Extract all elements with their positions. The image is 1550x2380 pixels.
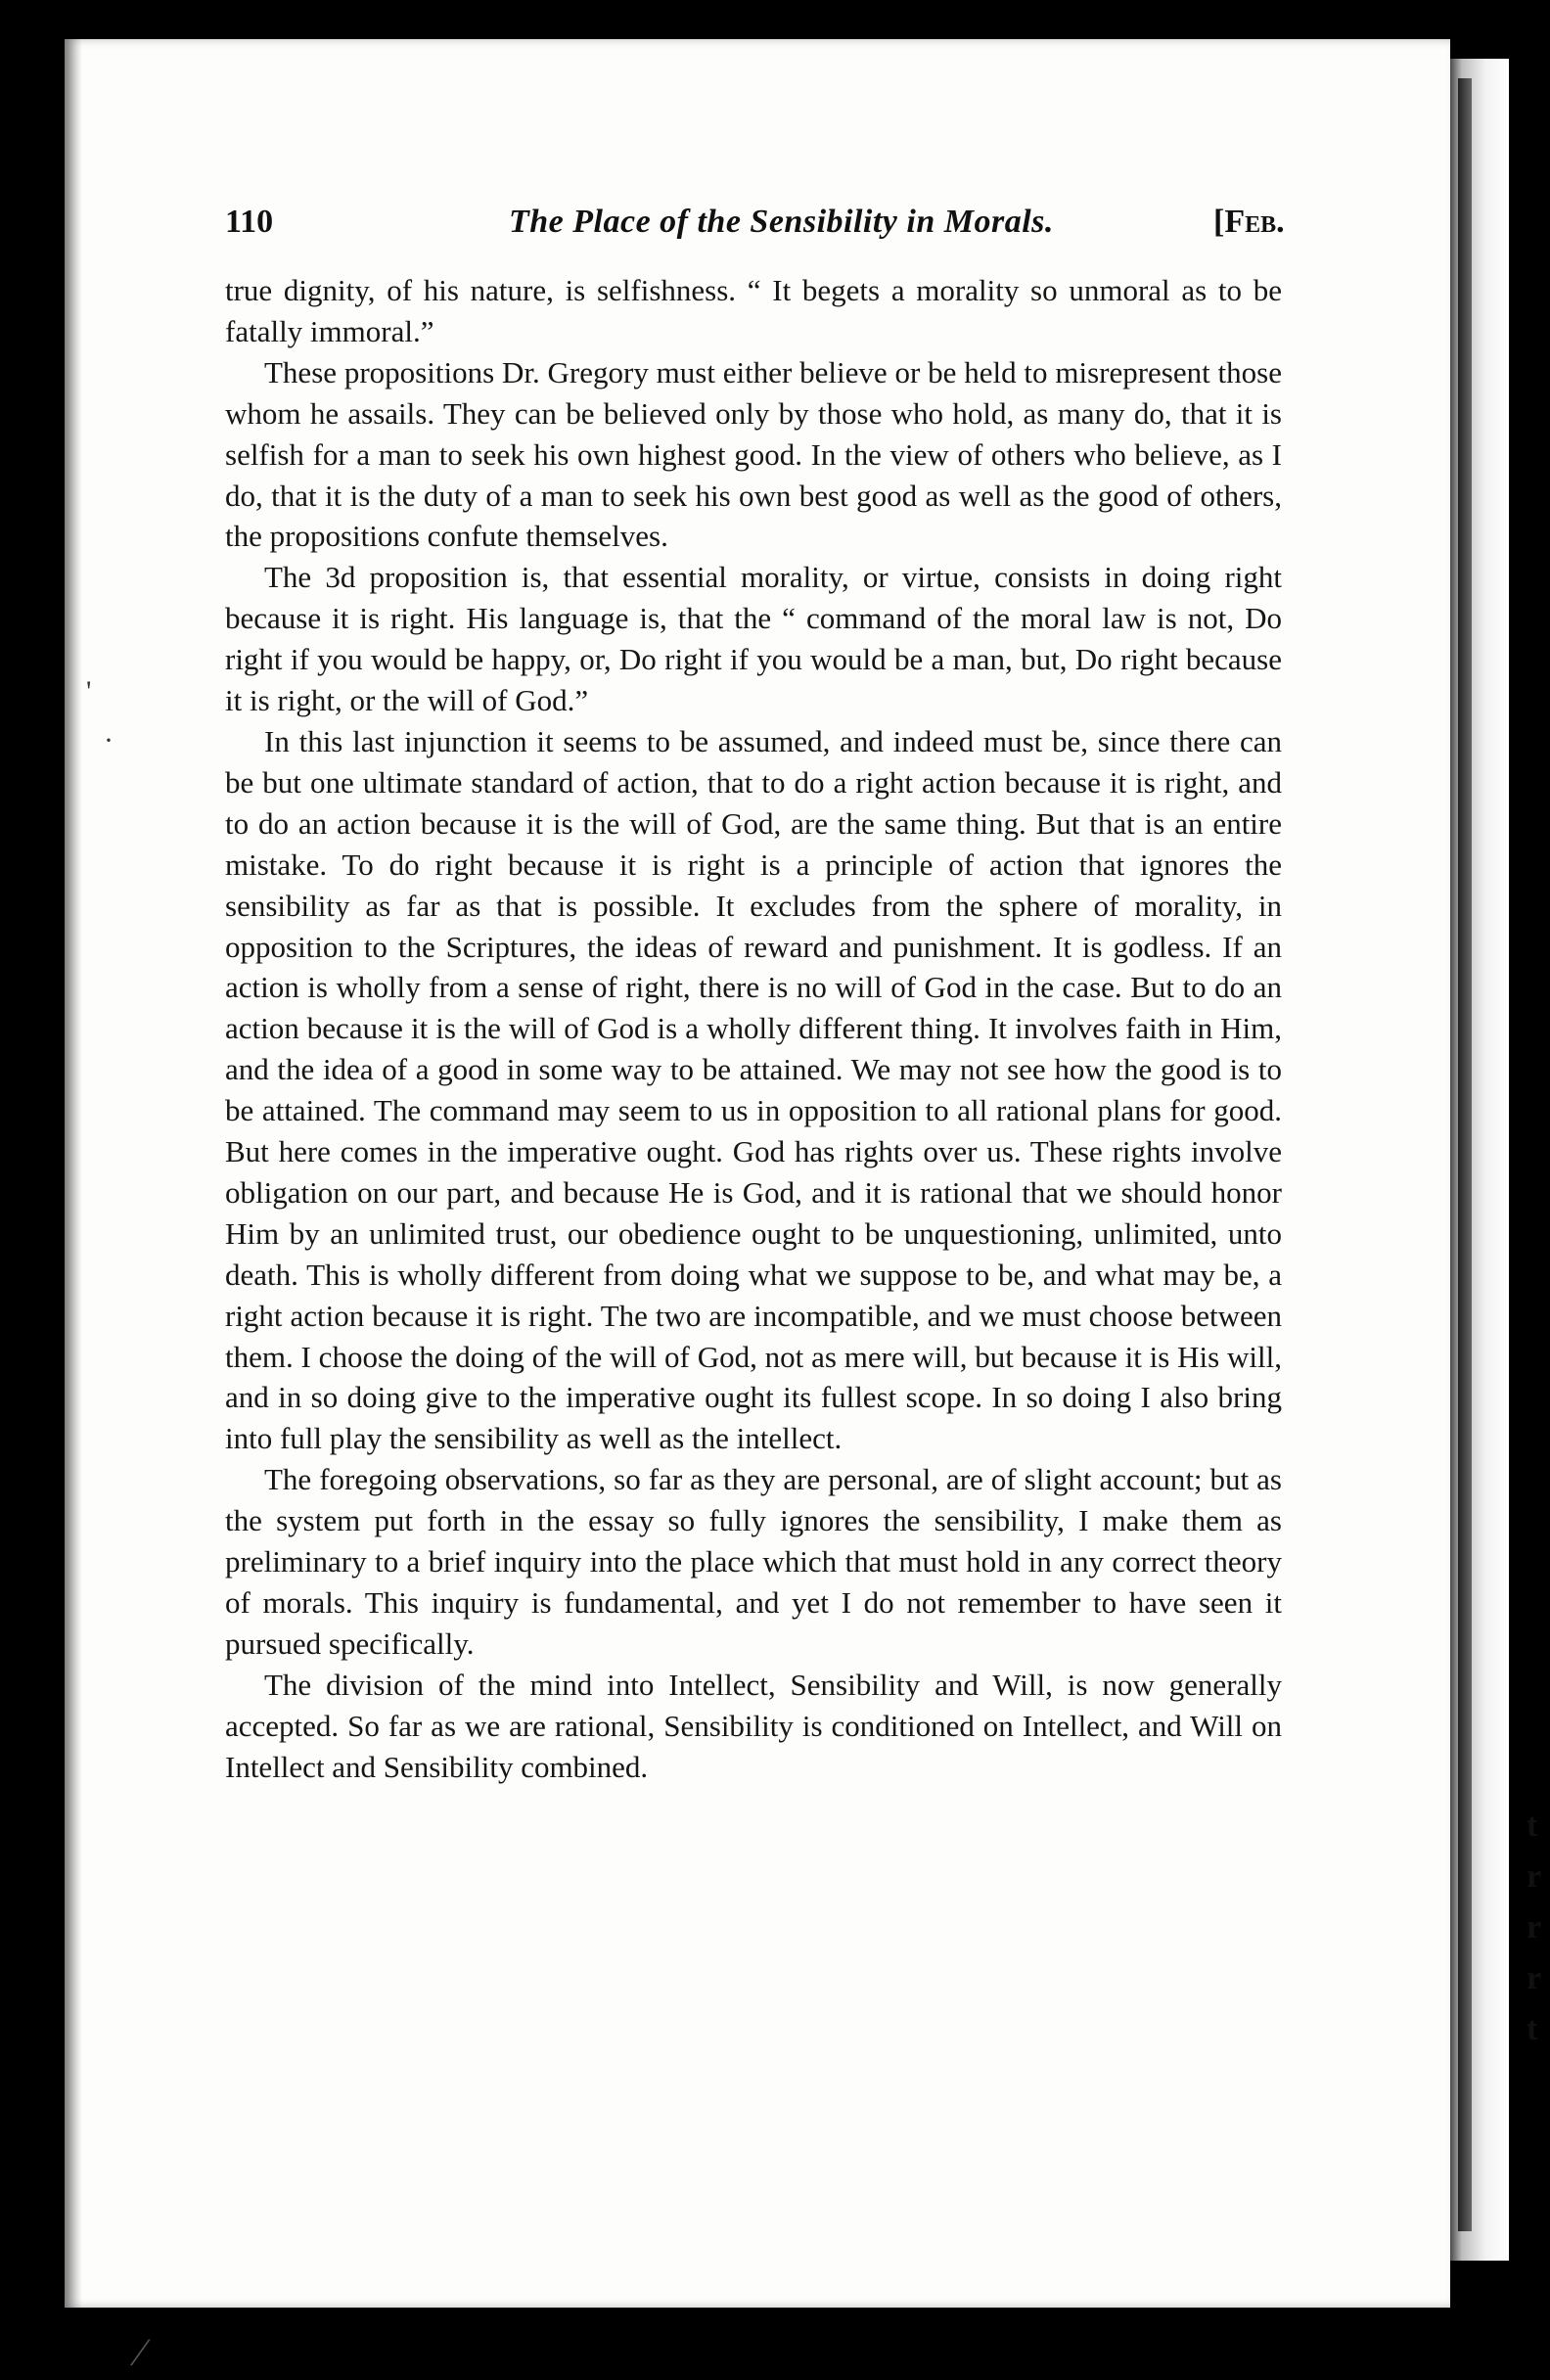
edge-glyph: t bbox=[1527, 2011, 1538, 2047]
margin-speck: ' bbox=[86, 675, 92, 708]
paragraph: These propositions Dr. Gregory must either believe or be held to misrepresent those whom he assails. They can be believed only by those who hold, as many do, that it is selfish for a man to seek his own highest good. In the view of others who believe, as I do, that it is the duty of a man to seek his own best good as well as the good of others, the propositions confute themselves. bbox=[225, 354, 1282, 554]
running-header bbox=[157, 204, 1292, 262]
scan-artifact: ⁄ bbox=[137, 2330, 144, 2374]
paragraph: The division of the mind into Intellect, Sensibility and Will, is now generally accepted. So far as we are rational, Sensibility is conditioned on Intellect, and Will on Intellect and Sensibility combined. bbox=[225, 1667, 1282, 1784]
binding-shadow bbox=[65, 39, 82, 2308]
paragraph: true dignity, of his nature, is selfishness. “ It begets a morality so unmoral as to be fatally immoral.” bbox=[225, 273, 1282, 348]
running-title: The Place of the Sensibility in Morals. bbox=[509, 204, 1054, 240]
next-page-edge-glyphs bbox=[1527, 1801, 1550, 2055]
next-page-binding bbox=[1458, 78, 1472, 2231]
margin-speck: · bbox=[104, 724, 114, 756]
edge-glyph: r bbox=[1527, 1960, 1542, 1996]
paragraph: The foregoing observations, so far as they are personal, are of slight account; but as the system put forth in the essay so fully ignores the sensibility, I make them as preliminary to a brief inquiry into the place which that must hold in any correct theory of morals. This inquiry is fundamental, and yet I do not remember to have seen it pursued specifically. bbox=[225, 1462, 1282, 1661]
paragraph: The 3d proposition is, that essential morality, or virtue, consists in doing right because it is right. His language is, that the “ command of the moral law is not, Do right if you would be happy, or, Do right if you would be a man, but, Do right because it is right, or the will of God.” bbox=[225, 560, 1282, 718]
month-mark: [Feb. bbox=[1213, 204, 1285, 240]
page-number: 110 bbox=[225, 204, 274, 240]
paragraph: In this last injunction it seems to be assumed, and indeed must be, since there can be but one ultimate standard of action, that to do a right action because it is right, and to do an action because it is the will of God, are the same thing. But that is an entire mistake. To do right because it is right is a principle of action that ignores the sensibility as far as that is possible. It excludes from the sphere of morality, in opposition to the Scriptures, the ideas of reward and punishment. It is godless. If an action is wholly from a sense of right, there is no will of God in the case. But to do an action because it is the will of God is a wholly different thing. It involves faith in Him, and the idea of a good in some way to be attained. We may not see how the good is to be attained. The command may seem to us in opposition to all rational plans for good. But here comes in the imperative ought. God has rights over us. These rights involve obligation on our part, and because He is God, and it is rational that we should honor Him by an unlimited trust, our obedience ought to be unquestioning, unlimited, unto death. This is wholly different from doing what we suppose to be, and what may be, a right action because it is right. The two are incompatible, and we must choose between them. I choose the doing of the will of God, not as mere will, but because it is His will, and in so doing give to the imperative ought its fullest scope. In so doing I also bring into full play the sensibility as well as the intellect. bbox=[225, 723, 1282, 1456]
edge-glyph: r bbox=[1527, 1858, 1542, 1895]
article-text bbox=[225, 270, 1282, 1788]
edge-glyph: t bbox=[1527, 1808, 1538, 1844]
edge-glyph: r bbox=[1527, 1909, 1542, 1945]
